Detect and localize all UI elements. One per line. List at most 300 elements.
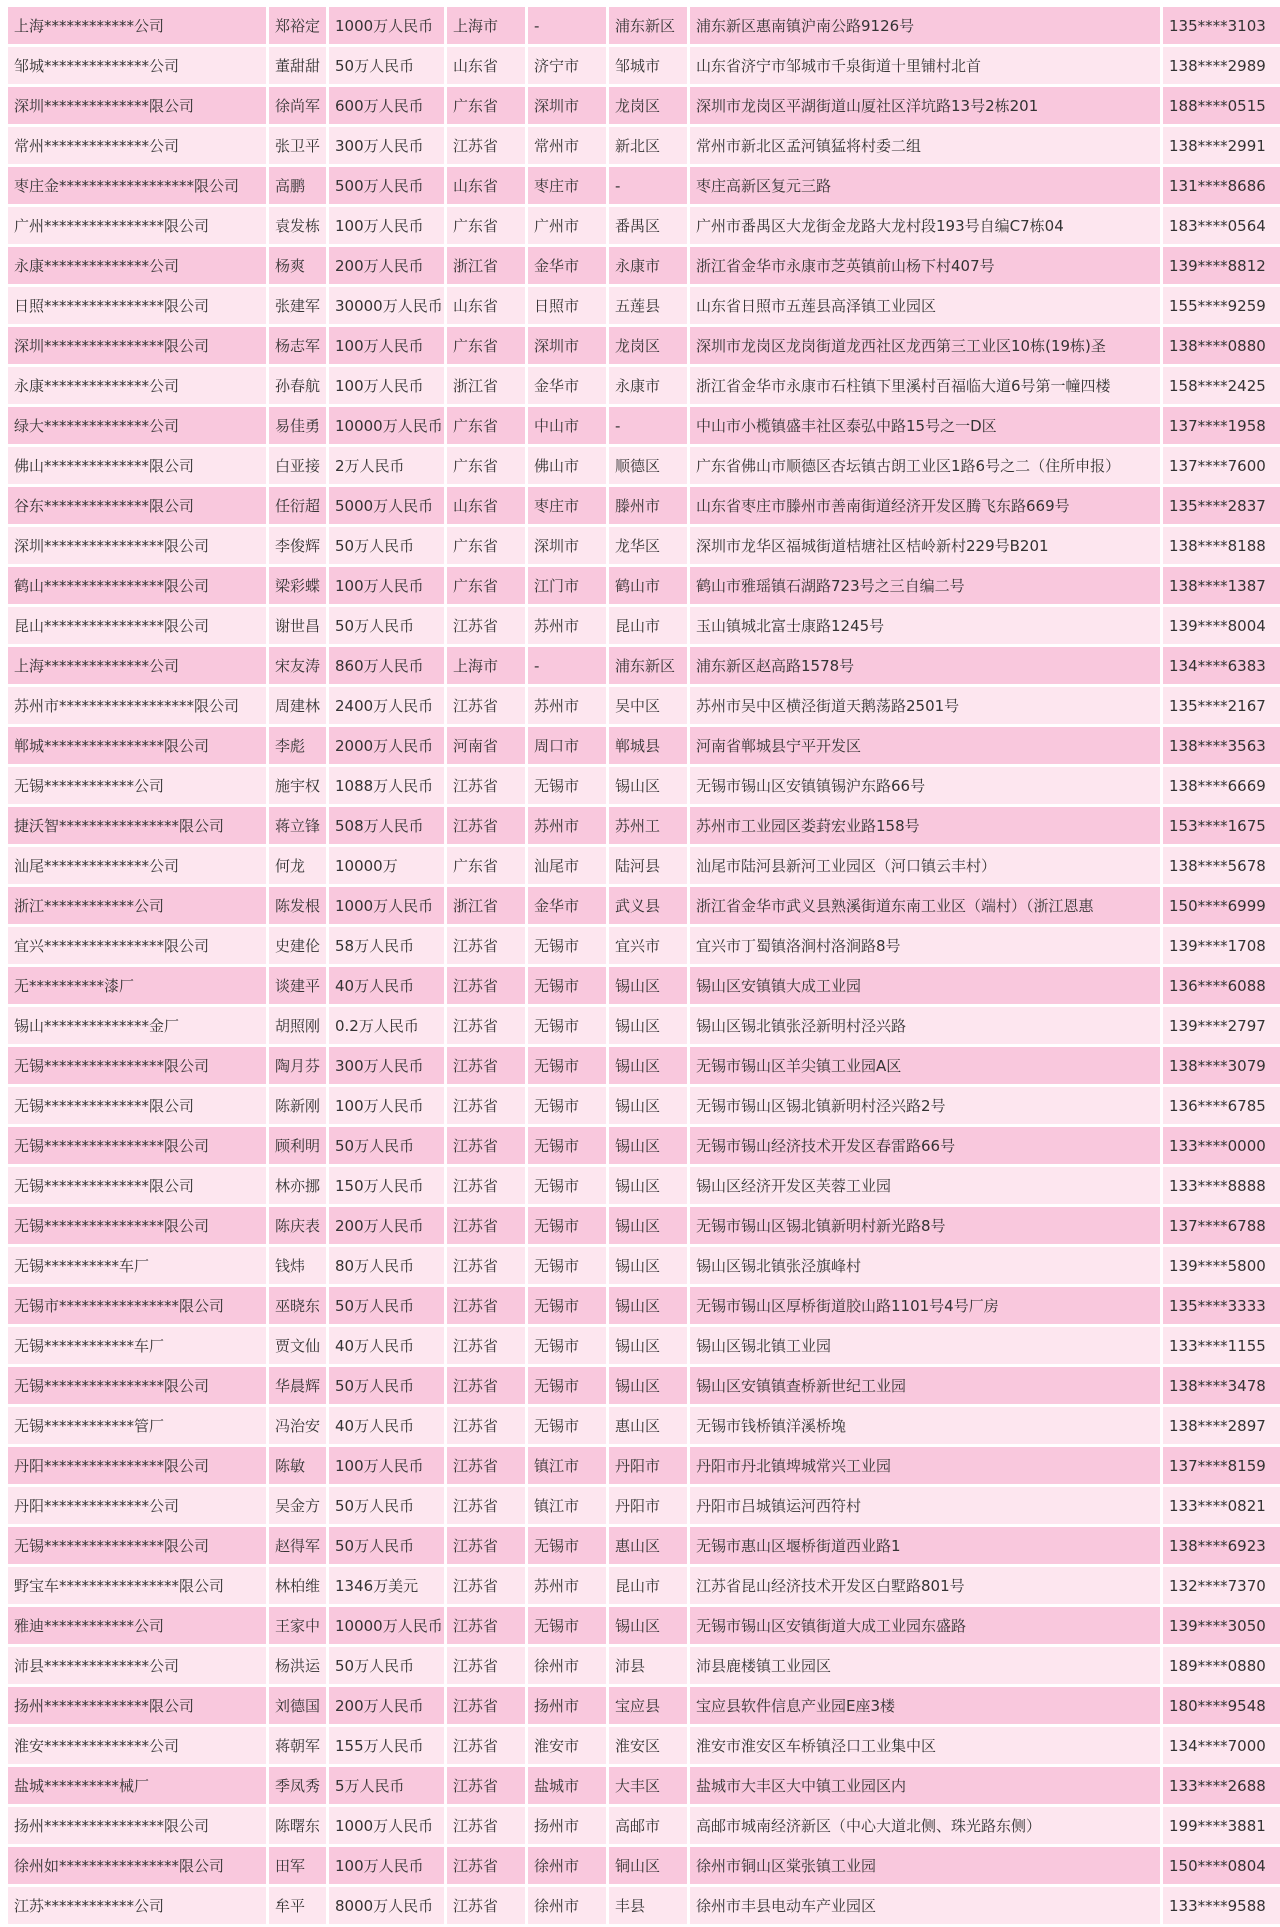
- capital-cell: 50万人民币: [329, 1127, 444, 1164]
- city-cell: 枣庄市: [528, 487, 606, 524]
- capital-cell: 500万人民币: [329, 167, 444, 204]
- phone-cell: 133****0000: [1163, 1127, 1280, 1164]
- city-cell: 金华市: [528, 367, 606, 404]
- legal-rep-cell: 张卫平: [269, 127, 326, 164]
- company-cell: 无锡****************限公司: [8, 1367, 266, 1404]
- capital-cell: 50万人民币: [329, 1487, 444, 1524]
- province-cell: 广东省: [447, 847, 525, 884]
- province-cell: 江苏省: [447, 1727, 525, 1764]
- address-cell: 玉山镇城北富士康路1245号: [690, 607, 1160, 644]
- address-cell: 无锡市锡山区锡北镇新明村泾兴路2号: [690, 1087, 1160, 1124]
- district-cell: 锡山区: [609, 967, 687, 1004]
- phone-cell: 133****8888: [1163, 1167, 1280, 1204]
- phone-cell: 158****2425: [1163, 367, 1280, 404]
- address-cell: 山东省枣庄市滕州市善南街道经济开发区腾飞东路669号: [690, 487, 1160, 524]
- capital-cell: 1346万美元: [329, 1567, 444, 1604]
- address-cell: 宜兴市丁蜀镇洛涧村洛涧路8号: [690, 927, 1160, 964]
- table-row: [8, 1407, 1280, 1444]
- company-cell: 淮安**************公司: [8, 1727, 266, 1764]
- capital-cell: 1000万人民币: [329, 887, 444, 924]
- district-cell: 新北区: [609, 127, 687, 164]
- district-cell: 宜兴市: [609, 927, 687, 964]
- address-cell: 深圳市龙岗区平湖街道山厦社区洋坑路13号2栋201: [690, 87, 1160, 124]
- table-row: [8, 367, 1280, 404]
- city-cell: 周口市: [528, 727, 606, 764]
- district-cell: 昆山市: [609, 607, 687, 644]
- legal-rep-cell: 李彪: [269, 727, 326, 764]
- city-cell: 无锡市: [528, 1247, 606, 1284]
- capital-cell: 860万人民币: [329, 647, 444, 684]
- address-cell: 无锡市锡山区厚桥街道胶山路1101号4号厂房: [690, 1287, 1160, 1324]
- company-cell: 扬州****************限公司: [8, 1807, 266, 1844]
- legal-rep-cell: 高鹏: [269, 167, 326, 204]
- capital-cell: 100万人民币: [329, 327, 444, 364]
- capital-cell: 58万人民币: [329, 927, 444, 964]
- capital-cell: 50万人民币: [329, 1287, 444, 1324]
- table-row: [8, 1247, 1280, 1284]
- table-row: [8, 1047, 1280, 1084]
- table-row: [8, 1647, 1280, 1684]
- city-cell: 汕尾市: [528, 847, 606, 884]
- address-cell: 高邮市城南经济新区（中心大道北侧、珠光路东侧）: [690, 1807, 1160, 1844]
- legal-rep-cell: 季凤秀: [269, 1767, 326, 1804]
- province-cell: 江苏省: [447, 127, 525, 164]
- city-cell: 徐州市: [528, 1647, 606, 1684]
- province-cell: 山东省: [447, 487, 525, 524]
- district-cell: 锡山区: [609, 1247, 687, 1284]
- table-row: [8, 927, 1280, 964]
- capital-cell: 5000万人民币: [329, 487, 444, 524]
- city-cell: 徐州市: [528, 1887, 606, 1924]
- capital-cell: 50万人民币: [329, 1527, 444, 1564]
- phone-cell: 183****0564: [1163, 207, 1280, 244]
- address-cell: 鹤山市雅瑶镇石湖路723号之三自编二号: [690, 567, 1160, 604]
- table-row: [8, 167, 1280, 204]
- address-cell: 中山市小榄镇盛丰社区泰弘中路15号之一D区: [690, 407, 1160, 444]
- table-row: [8, 687, 1280, 724]
- province-cell: 河南省: [447, 727, 525, 764]
- capital-cell: 2400万人民币: [329, 687, 444, 724]
- table-row: [8, 1887, 1280, 1924]
- city-cell: 日照市: [528, 287, 606, 324]
- province-cell: 浙江省: [447, 247, 525, 284]
- city-cell: 扬州市: [528, 1687, 606, 1724]
- province-cell: 广东省: [447, 87, 525, 124]
- legal-rep-cell: 冯治安: [269, 1407, 326, 1444]
- company-cell: 枣庄金******************限公司: [8, 167, 266, 204]
- capital-cell: 40万人民币: [329, 967, 444, 1004]
- legal-rep-cell: 陈新刚: [269, 1087, 326, 1124]
- address-cell: 宝应县软件信息产业园E座3楼: [690, 1687, 1160, 1724]
- city-cell: 常州市: [528, 127, 606, 164]
- phone-cell: 135****3103: [1163, 7, 1280, 44]
- company-cell: 野宝车****************限公司: [8, 1567, 266, 1604]
- legal-rep-cell: 胡照刚: [269, 1007, 326, 1044]
- company-table-container: [5, 4, 1280, 1927]
- province-cell: 山东省: [447, 287, 525, 324]
- company-cell: 永康**************公司: [8, 367, 266, 404]
- table-row: [8, 47, 1280, 84]
- phone-cell: 132****7370: [1163, 1567, 1280, 1604]
- province-cell: 广东省: [447, 407, 525, 444]
- table-row: [8, 287, 1280, 324]
- company-cell: 锡山**************金厂: [8, 1007, 266, 1044]
- company-cell: 永康**************公司: [8, 247, 266, 284]
- district-cell: 龙岗区: [609, 327, 687, 364]
- district-cell: 顺德区: [609, 447, 687, 484]
- table-row: [8, 1127, 1280, 1164]
- address-cell: 浙江省金华市武义县熟溪街道东南工业区（端村）（浙江恩惠: [690, 887, 1160, 924]
- phone-cell: 133****2688: [1163, 1767, 1280, 1804]
- address-cell: 锡山区安镇镇查桥新世纪工业园: [690, 1367, 1160, 1404]
- city-cell: 苏州市: [528, 607, 606, 644]
- province-cell: 江苏省: [447, 1687, 525, 1724]
- legal-rep-cell: 张建军: [269, 287, 326, 324]
- company-cell: 绿大**************公司: [8, 407, 266, 444]
- city-cell: 金华市: [528, 887, 606, 924]
- phone-cell: 138****3478: [1163, 1367, 1280, 1404]
- city-cell: 济宁市: [528, 47, 606, 84]
- phone-cell: 189****0880: [1163, 1647, 1280, 1684]
- city-cell: 苏州市: [528, 807, 606, 844]
- city-cell: -: [528, 7, 606, 44]
- city-cell: 枣庄市: [528, 167, 606, 204]
- province-cell: 江苏省: [447, 687, 525, 724]
- district-cell: 龙岗区: [609, 87, 687, 124]
- capital-cell: 50万人民币: [329, 527, 444, 564]
- capital-cell: 200万人民币: [329, 247, 444, 284]
- capital-cell: 100万人民币: [329, 567, 444, 604]
- table-row: [8, 1567, 1280, 1604]
- legal-rep-cell: 白亚接: [269, 447, 326, 484]
- table-row: [8, 1447, 1280, 1484]
- legal-rep-cell: 易佳勇: [269, 407, 326, 444]
- legal-rep-cell: 华晨辉: [269, 1367, 326, 1404]
- table-body: [8, 7, 1280, 1924]
- province-cell: 江苏省: [447, 1647, 525, 1684]
- capital-cell: 100万人民币: [329, 1087, 444, 1124]
- address-cell: 浙江省金华市永康市芝英镇前山杨下村407号: [690, 247, 1160, 284]
- city-cell: 苏州市: [528, 687, 606, 724]
- province-cell: 山东省: [447, 47, 525, 84]
- address-cell: 广东省佛山市顺德区杏坛镇古朗工业区1路6号之二（住所申报）: [690, 447, 1160, 484]
- phone-cell: 153****1675: [1163, 807, 1280, 844]
- phone-cell: 150****0804: [1163, 1847, 1280, 1884]
- company-cell: 丹阳**************公司: [8, 1487, 266, 1524]
- district-cell: 鹤山市: [609, 567, 687, 604]
- province-cell: 江苏省: [447, 1007, 525, 1044]
- province-cell: 广东省: [447, 527, 525, 564]
- company-cell: 捷沃智****************限公司: [8, 807, 266, 844]
- city-cell: 扬州市: [528, 1807, 606, 1844]
- legal-rep-cell: 何龙: [269, 847, 326, 884]
- district-cell: -: [609, 167, 687, 204]
- address-cell: 苏州市工业园区娄葑宏业路158号: [690, 807, 1160, 844]
- province-cell: 江苏省: [447, 1407, 525, 1444]
- city-cell: 深圳市: [528, 527, 606, 564]
- province-cell: 上海市: [447, 647, 525, 684]
- phone-cell: 133****1155: [1163, 1327, 1280, 1364]
- district-cell: 高邮市: [609, 1807, 687, 1844]
- table-row: [8, 527, 1280, 564]
- province-cell: 江苏省: [447, 1167, 525, 1204]
- company-cell: 无锡**************限公司: [8, 1087, 266, 1124]
- table-row: [8, 727, 1280, 764]
- city-cell: 无锡市: [528, 1007, 606, 1044]
- capital-cell: 50万人民币: [329, 1647, 444, 1684]
- district-cell: 锡山区: [609, 1167, 687, 1204]
- district-cell: 邹城市: [609, 47, 687, 84]
- capital-cell: 8000万人民币: [329, 1887, 444, 1924]
- legal-rep-cell: 杨爽: [269, 247, 326, 284]
- city-cell: 广州市: [528, 207, 606, 244]
- phone-cell: 131****8686: [1163, 167, 1280, 204]
- table-row: [8, 1207, 1280, 1244]
- table-row: [8, 1727, 1280, 1764]
- province-cell: 上海市: [447, 7, 525, 44]
- city-cell: 江门市: [528, 567, 606, 604]
- phone-cell: 139****1708: [1163, 927, 1280, 964]
- legal-rep-cell: 谢世昌: [269, 607, 326, 644]
- address-cell: 无锡市锡山区锡北镇新明村新光路8号: [690, 1207, 1160, 1244]
- district-cell: 武义县: [609, 887, 687, 924]
- city-cell: 无锡市: [528, 1127, 606, 1164]
- capital-cell: 150万人民币: [329, 1167, 444, 1204]
- phone-cell: 139****8004: [1163, 607, 1280, 644]
- capital-cell: 100万人民币: [329, 1847, 444, 1884]
- phone-cell: 138****2989: [1163, 47, 1280, 84]
- table-row: [8, 127, 1280, 164]
- table-row: [8, 887, 1280, 924]
- phone-cell: 138****3079: [1163, 1047, 1280, 1084]
- province-cell: 浙江省: [447, 367, 525, 404]
- city-cell: 无锡市: [528, 767, 606, 804]
- address-cell: 淮安市淮安区车桥镇泾口工业集中区: [690, 1727, 1160, 1764]
- phone-cell: 139****3050: [1163, 1607, 1280, 1644]
- province-cell: 江苏省: [447, 1327, 525, 1364]
- company-cell: 沛县**************公司: [8, 1647, 266, 1684]
- legal-rep-cell: 陈庆表: [269, 1207, 326, 1244]
- phone-cell: 199****3881: [1163, 1807, 1280, 1844]
- company-cell: 广州****************限公司: [8, 207, 266, 244]
- company-cell: 雅迪************公司: [8, 1607, 266, 1644]
- province-cell: 江苏省: [447, 807, 525, 844]
- company-cell: 无锡************管厂: [8, 1407, 266, 1444]
- table-row: [8, 1367, 1280, 1404]
- district-cell: 锡山区: [609, 1327, 687, 1364]
- address-cell: 山东省日照市五莲县高泽镇工业园区: [690, 287, 1160, 324]
- company-cell: 深圳****************限公司: [8, 527, 266, 564]
- legal-rep-cell: 梁彩蝶: [269, 567, 326, 604]
- capital-cell: 1000万人民币: [329, 7, 444, 44]
- table-row: [8, 1167, 1280, 1204]
- company-cell: 宜兴****************限公司: [8, 927, 266, 964]
- capital-cell: 200万人民币: [329, 1687, 444, 1724]
- address-cell: 浦东新区惠南镇沪南公路9126号: [690, 7, 1160, 44]
- phone-cell: 188****0515: [1163, 87, 1280, 124]
- province-cell: 江苏省: [447, 1447, 525, 1484]
- district-cell: 淮安区: [609, 1727, 687, 1764]
- company-cell: 盐城**********械厂: [8, 1767, 266, 1804]
- province-cell: 江苏省: [447, 1127, 525, 1164]
- address-cell: 无锡市锡山区安镇街道大成工业园东盛路: [690, 1607, 1160, 1644]
- capital-cell: 100万人民币: [329, 367, 444, 404]
- address-cell: 盐城市大丰区大中镇工业园区内: [690, 1767, 1160, 1804]
- district-cell: 惠山区: [609, 1527, 687, 1564]
- city-cell: 无锡市: [528, 967, 606, 1004]
- legal-rep-cell: 牟平: [269, 1887, 326, 1924]
- company-cell: 扬州**************限公司: [8, 1687, 266, 1724]
- company-cell: 无锡市****************限公司: [8, 1287, 266, 1324]
- address-cell: 徐州市铜山区棠张镇工业园: [690, 1847, 1160, 1884]
- company-cell: 徐州如****************限公司: [8, 1847, 266, 1884]
- district-cell: 郸城县: [609, 727, 687, 764]
- phone-cell: 138****6669: [1163, 767, 1280, 804]
- district-cell: 锡山区: [609, 1207, 687, 1244]
- phone-cell: 134****7000: [1163, 1727, 1280, 1764]
- address-cell: 深圳市龙华区福城街道桔塘社区桔岭新村229号B201: [690, 527, 1160, 564]
- phone-cell: 138****1387: [1163, 567, 1280, 604]
- city-cell: 镇江市: [528, 1487, 606, 1524]
- company-cell: 无锡**********车厂: [8, 1247, 266, 1284]
- city-cell: 无锡市: [528, 1367, 606, 1404]
- city-cell: 苏州市: [528, 1567, 606, 1604]
- company-cell: 佛山**************限公司: [8, 447, 266, 484]
- legal-rep-cell: 杨洪运: [269, 1647, 326, 1684]
- address-cell: 丹阳市吕城镇运河西符村: [690, 1487, 1160, 1524]
- address-cell: 无锡市锡山区安镇镇锡沪东路66号: [690, 767, 1160, 804]
- phone-cell: 136****6785: [1163, 1087, 1280, 1124]
- province-cell: 江苏省: [447, 967, 525, 1004]
- address-cell: 徐州市丰县电动车产业园区: [690, 1887, 1160, 1924]
- table-row: [8, 1287, 1280, 1324]
- district-cell: 沛县: [609, 1647, 687, 1684]
- table-row: [8, 247, 1280, 284]
- table-row: [8, 407, 1280, 444]
- company-cell: 无锡****************限公司: [8, 1527, 266, 1564]
- legal-rep-cell: 陈发根: [269, 887, 326, 924]
- capital-cell: 30000万人民币: [329, 287, 444, 324]
- district-cell: 锡山区: [609, 1127, 687, 1164]
- legal-rep-cell: 史建伦: [269, 927, 326, 964]
- district-cell: 大丰区: [609, 1767, 687, 1804]
- district-cell: 锡山区: [609, 1007, 687, 1044]
- legal-rep-cell: 巫晓东: [269, 1287, 326, 1324]
- phone-cell: 138****3563: [1163, 727, 1280, 764]
- company-cell: 无锡****************限公司: [8, 1127, 266, 1164]
- company-cell: 汕尾**************公司: [8, 847, 266, 884]
- address-cell: 无锡市锡山经济技术开发区春雷路66号: [690, 1127, 1160, 1164]
- legal-rep-cell: 陈曙东: [269, 1807, 326, 1844]
- table-row: [8, 1527, 1280, 1564]
- city-cell: 深圳市: [528, 87, 606, 124]
- city-cell: 中山市: [528, 407, 606, 444]
- company-cell: 昆山****************限公司: [8, 607, 266, 644]
- table-row: [8, 1327, 1280, 1364]
- capital-cell: 50万人民币: [329, 1367, 444, 1404]
- phone-cell: 138****0880: [1163, 327, 1280, 364]
- legal-rep-cell: 谈建平: [269, 967, 326, 1004]
- district-cell: 吴中区: [609, 687, 687, 724]
- legal-rep-cell: 杨志军: [269, 327, 326, 364]
- company-cell: 丹阳****************限公司: [8, 1447, 266, 1484]
- city-cell: 镇江市: [528, 1447, 606, 1484]
- province-cell: 江苏省: [447, 1767, 525, 1804]
- address-cell: 锡山区经济开发区芙蓉工业园: [690, 1167, 1160, 1204]
- district-cell: 浦东新区: [609, 7, 687, 44]
- province-cell: 江苏省: [447, 1607, 525, 1644]
- legal-rep-cell: 顾利明: [269, 1127, 326, 1164]
- phone-cell: 133****9588: [1163, 1887, 1280, 1924]
- capital-cell: 508万人民币: [329, 807, 444, 844]
- legal-rep-cell: 吴金方: [269, 1487, 326, 1524]
- city-cell: 佛山市: [528, 447, 606, 484]
- district-cell: 永康市: [609, 367, 687, 404]
- district-cell: 锡山区: [609, 1607, 687, 1644]
- capital-cell: 40万人民币: [329, 1327, 444, 1364]
- company-cell: 无锡************公司: [8, 767, 266, 804]
- table-row: [8, 607, 1280, 644]
- table-row: [8, 327, 1280, 364]
- company-cell: 浙江************公司: [8, 887, 266, 924]
- province-cell: 山东省: [447, 167, 525, 204]
- province-cell: 广东省: [447, 447, 525, 484]
- address-cell: 广州市番禺区大龙街金龙路大龙村段193号自编C7栋04: [690, 207, 1160, 244]
- company-cell: 郸城****************限公司: [8, 727, 266, 764]
- district-cell: 番禺区: [609, 207, 687, 244]
- capital-cell: 200万人民币: [329, 1207, 444, 1244]
- province-cell: 江苏省: [447, 1207, 525, 1244]
- city-cell: 徐州市: [528, 1847, 606, 1884]
- legal-rep-cell: 钱炜: [269, 1247, 326, 1284]
- district-cell: 龙华区: [609, 527, 687, 564]
- city-cell: 无锡市: [528, 1527, 606, 1564]
- province-cell: 江苏省: [447, 1887, 525, 1924]
- province-cell: 江苏省: [447, 607, 525, 644]
- address-cell: 汕尾市陆河县新河工业园区（河口镇云丰村）: [690, 847, 1160, 884]
- legal-rep-cell: 蒋朝军: [269, 1727, 326, 1764]
- phone-cell: 139****2797: [1163, 1007, 1280, 1044]
- capital-cell: 155万人民币: [329, 1727, 444, 1764]
- district-cell: 滕州市: [609, 487, 687, 524]
- city-cell: 无锡市: [528, 1207, 606, 1244]
- district-cell: 惠山区: [609, 1407, 687, 1444]
- phone-cell: 135****2837: [1163, 487, 1280, 524]
- province-cell: 浙江省: [447, 887, 525, 924]
- address-cell: 浙江省金华市永康市石柱镇下里溪村百福临大道6号第一幢四楼: [690, 367, 1160, 404]
- phone-cell: 180****9548: [1163, 1687, 1280, 1724]
- district-cell: 锡山区: [609, 1287, 687, 1324]
- address-cell: 无锡市锡山区羊尖镇工业园A区: [690, 1047, 1160, 1084]
- address-cell: 浦东新区赵高路1578号: [690, 647, 1160, 684]
- district-cell: 丹阳市: [609, 1487, 687, 1524]
- phone-cell: 138****8188: [1163, 527, 1280, 564]
- address-cell: 深圳市龙岗区龙岗街道龙西社区龙西第三工业区10栋(19栋)圣: [690, 327, 1160, 364]
- table-row: [8, 7, 1280, 44]
- capital-cell: 50万人民币: [329, 47, 444, 84]
- phone-cell: 135****2167: [1163, 687, 1280, 724]
- province-cell: 江苏省: [447, 1087, 525, 1124]
- phone-cell: 135****3333: [1163, 1287, 1280, 1324]
- address-cell: 常州市新北区孟河镇猛将村委二组: [690, 127, 1160, 164]
- legal-rep-cell: 徐尚军: [269, 87, 326, 124]
- legal-rep-cell: 郑裕定: [269, 7, 326, 44]
- company-cell: 邹城**************公司: [8, 47, 266, 84]
- table-row: [8, 567, 1280, 604]
- table-row: [8, 807, 1280, 844]
- legal-rep-cell: 孙春航: [269, 367, 326, 404]
- address-cell: 苏州市吴中区横泾街道天鹅荡路2501号: [690, 687, 1160, 724]
